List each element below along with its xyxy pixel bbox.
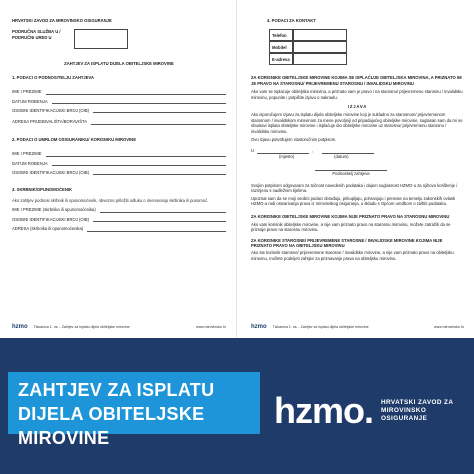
signature-block (315, 166, 387, 176)
form-title: ZAHTJEV ZA ISPLATU DIJELA OBITELJSKE MIROVINE (64, 61, 174, 67)
consent-text: Svojim potpisom odgovaram za točnost navedenih podataka i dajem suglasnost HZMO-u za njihovo korištenje i razmjenu s nadležnim tijelima. (251, 182, 458, 194)
notice-1-heading: ZA KORISNIKE OBITELJSKE MIROVINE KOJIMA SE ISPLAĆUJE OBITELJSKA MIROVINA, A PRIZNATO IM JE PRAVO NA STAROSNU/ PRIJEVREMENU STAROSNU / INVALIDSKU MIROVINU (251, 75, 462, 86)
office-input-box[interactable] (74, 29, 128, 49)
place-date-row: U , (251, 148, 464, 153)
form-page-right (237, 0, 474, 338)
contact-label-email: E-adresa (269, 53, 293, 65)
place-label: (mjesto) (279, 153, 295, 159)
s1-field-address[interactable]: ADRESA PRIJEBIVALIŠTA/BORAVIŠTA (12, 119, 226, 124)
office-label: PODRUČNA SLUŽBA U / PODRUČNI URED U (12, 29, 61, 40)
s3-field-name[interactable]: IME I PREZIME (skrbnika ili opunomoćenika) (12, 207, 226, 212)
contact-label-phone: Telefon (269, 29, 293, 41)
contact-label-mobile: Mobitel (269, 41, 293, 53)
banner-title-line-1: ZAHTJEV ZA ISPLATU (18, 380, 215, 400)
s3-field-address[interactable]: ADRESA (skrbnika ili opunomoćenika) (12, 226, 226, 231)
s2-field-dob[interactable]: DATUM ROĐENJA (12, 161, 226, 166)
section-1-heading: 1. PODACI O PODNOSITELJU ZAHTJEVA (12, 74, 95, 80)
left-page-footer (12, 324, 226, 330)
contact-table (269, 29, 464, 65)
s2-field-name[interactable]: IME I PREZIME (12, 151, 226, 156)
contact-input-mobile[interactable] (293, 41, 347, 53)
banner-title (8, 372, 260, 448)
notice-2-text: Ako vam korisnik obiteljske mirovine, a nije vam priznato pravo na starosnu mirovinu, možete zatražiti da se priznaje pravo na starosnu mirovinu. (251, 221, 451, 233)
form-page-left (0, 0, 237, 338)
notice-1-text: Ako vam se isplaćuje obiteljska mirovina, a priznato vam je pravo i na starosnu/ prijevremenu starosnu / invalidsku mirovinu, popunite i potpišite izjavu o naknadu. (251, 89, 463, 100)
place-prefix: U (251, 148, 255, 154)
place-date-labels (279, 154, 464, 159)
izjava-heading: IZJAVA (347, 104, 368, 110)
section-2-heading: 2. PODACI O UMRLOM OSIGURANIKU/ KORISNIKU MIROVINE (12, 136, 137, 142)
org-name: HRVATSKI ZAVOD ZA MIROVINSKO OSIGURANJE (12, 18, 112, 23)
banner-title-line-2: DIJELA OBITELJSKE MIROVINE (18, 404, 205, 448)
hzmo-brand (274, 390, 474, 432)
footer-logo: hzmo (12, 324, 28, 330)
footer-text: Tiskanica 1. ns. - Zahtjev za isplatu dijela obiteljske mirovine (33, 325, 130, 329)
hzmo-logo: hzmo. (274, 390, 373, 431)
s2-field-oib[interactable]: OSOBNI IDENTIFIKACIJSKI BROJ (OIB) (12, 170, 226, 175)
signature-label: Podnositelj zahtjeva (332, 171, 370, 177)
section-3-note: Ako zahtjev podnosi skrbnik ili opunomoćenik, obvezno priložiti odluku o imenovanju skrbnika ili punomoć. (12, 197, 209, 203)
notice-3-heading: ZA KORISNIKE STAROSNE/ PRIJEVREMENE STAROSNE / INVALIDSKE MIROVINE KOJIMA NIJE PRIZNATO PRAVO NA OBITELJSKU MIROVINU (251, 237, 443, 248)
footer-text: Tiskanica 1. ns. - Zahtjev za isplatu dijela obiteljske mirovine (272, 325, 369, 329)
date-label: (datum) (334, 153, 349, 159)
footer-url[interactable]: www.mirovinsko.hr (196, 325, 226, 329)
right-page-footer (251, 324, 464, 330)
s1-field-name[interactable]: IME I PREZIME (12, 89, 226, 94)
s1-field-oib[interactable]: OSOBNI IDENTIFIKACIJSKI BROJ (OIB) (12, 108, 226, 113)
section-4-heading: 4. PODACI ZA KONTAKT (267, 18, 316, 23)
notice-2-heading: ZA KORISNIKE OBITELJSKE MIROVINE KOJIMA NIJE PRIZNATO PRAVO NA STAROSNU MIROVINU (251, 214, 450, 220)
contact-input-email[interactable] (293, 53, 347, 65)
section-3-heading: 3. SKRBNIK/OPUNOMOĆENIK (12, 187, 73, 193)
s3-field-oib[interactable]: OSOBNI IDENTIFIKACIJSKI BROJ (OIB) (12, 217, 226, 222)
sign-note: Ovu izjavu potvrđujem vlastoručnim potpisom. (251, 137, 337, 143)
contact-input-phone[interactable] (293, 29, 347, 41)
footer-url[interactable]: www.mirovinsko.hr (434, 325, 464, 329)
s1-field-dob[interactable]: DATUM ROĐENJA (12, 99, 226, 104)
consent-text-2: Upoznat sam da se moji osobni podaci obrađuju, prikupljaju, pohranjuju i prenose na temelju zakonskih ovlasti HZMO-a radi ostvarivanja prava iz mirovinskog osiguranja, u skladu s Općom uredbom o zaštiti podataka. (251, 195, 456, 206)
hzmo-org-name: HRVATSKI ZAVOD ZA MIROVINSKO OSIGURANJE (381, 399, 454, 422)
footer-logo: hzmo (251, 324, 267, 330)
izjava-text: Ako isporučujem izjavu za isplatu dijela obiteljske mirovine koji je sukladno za starosnom/ prijevremenom starosnom / invalidskom mirovinom za mene povoljniji od pripadajućeg obiteljske mirovine, suglasan sam da mi se obustavi isplata obiteljske mirovine i isplaćuje dio obiteljske mirovine uz starosnu/ prijevremenu starosnu / invalidsku mirovinu. (251, 112, 463, 134)
notice-3-text: Ako ste korisnik starosne/ prijevremene starosne / invalidske mirovine, a nije vam priznato pravo na obiteljsku mirovinu, možete podnijeti zahtjev za priznavanje prava na obiteljsku mirovinu. (251, 250, 454, 261)
